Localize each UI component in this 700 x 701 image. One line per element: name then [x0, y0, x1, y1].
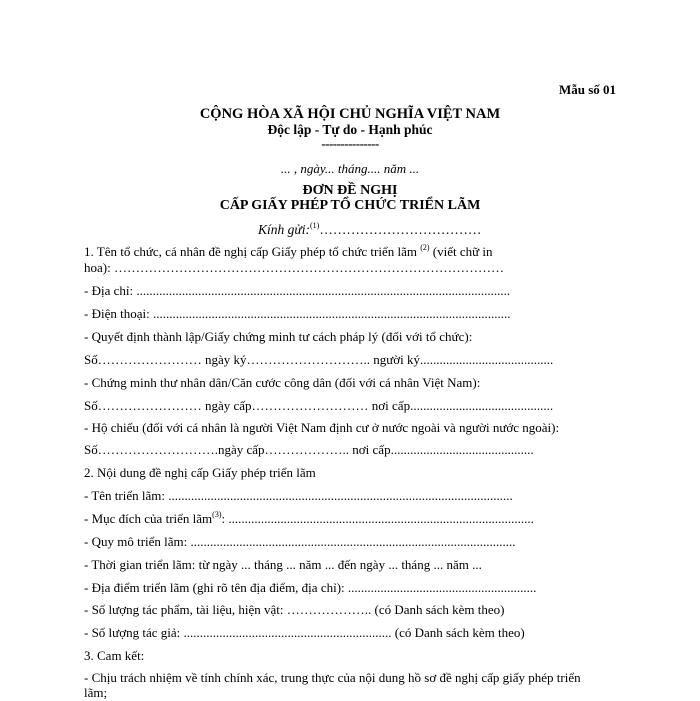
purpose-line: - Mục đích của triển lãm$^{(3)}$: ..............................................................................................: [84, 510, 534, 526]
document-title-line1: ĐƠN ĐỀ NGHỊ: [302, 183, 398, 198]
venue-line: - Địa điểm triển lãm (ghi rõ tên địa điểm, địa chỉ): ..........................................................: [84, 580, 537, 595]
commitment-line: - Chịu trách nhiệm về tính chính xác, trung thực của nội dung hồ sơ đề nghị cấp giấy phép triển: [84, 670, 581, 685]
section-1-note: (2): [420, 243, 430, 252]
passport-line: - Hộ chiếu (đối với cá nhân là người Việt Nam định cư ở nước ngoài và người nước ngoài):: [84, 420, 560, 435]
commitment-line-cont: lãm;: [84, 685, 108, 700]
time-line: - Thời gian triển lãm: từ ngày ... tháng ... năm ... đến ngày ... tháng ... năm ...: [84, 557, 482, 572]
recipient-line: [258, 222, 481, 238]
id-card-fields: Số…………………… ngày cấp……………………… nơi cấp............................................: [84, 398, 554, 413]
works-count-line: - Số lượng tác phẩm, tài liệu, hiện vật: ……………….. (có Danh sách kèm theo): [84, 602, 505, 617]
recipient-note: (1): [310, 221, 320, 230]
motto: Độc lập - Tự do - Hạnh phúc: [267, 122, 433, 137]
decision-fields: Số…………………… ngày ký……………………….. người ký.........................................: [84, 352, 554, 367]
section-1-title-cont: hoa): ………………………………………………………………………………: [84, 260, 504, 275]
passport-fields: Số……………………….ngày cấp……………….. nơi cấp............................................: [84, 442, 534, 457]
authors-count-line: - Số lượng tác giả: ................................................................ (có Danh sách kèm theo): [84, 625, 525, 640]
date-line: ... , ngày... tháng.... năm ...: [280, 161, 420, 176]
recipient-blank: ………………………………: [319, 222, 482, 237]
section-2-title: 2. Nội dung đề nghị cấp Giấy phép triển lãm: [84, 465, 316, 480]
decision-line: - Quyết định thành lập/Giấy chứng minh tư cách pháp lý (đối với tổ chức):: [84, 329, 473, 344]
phone-line: - Điện thoại: ..............................................................................................................: [84, 306, 511, 321]
section-1-title: 1. Tên tổ chức, cá nhân đề nghị cấp Giấy phép tổ chức triển lãm $^{(2)}$ (viết chữ in: [84, 243, 493, 259]
document-title-line2: CẤP GIẤY PHÉP TỔ CHỨC TRIỂN LÃM: [219, 198, 481, 213]
scale-line: - Quy mô triển lãm: ....................................................................................................: [84, 534, 516, 549]
address-line: - Địa chỉ: ...................................................................................................................: [84, 283, 511, 298]
nation-heading: CỘNG HÒA XÃ HỘI CHỦ NGHĨA VIỆT NAM: [199, 106, 501, 122]
section-3-title: 3. Cam kết:: [84, 648, 145, 663]
id-card-line: - Chứng minh thư nhân dân/Căn cước công dân (đối với cá nhân Việt Nam):: [84, 375, 481, 390]
exhibition-name-line: - Tên triển lãm: ..........................................................................................................: [84, 488, 513, 503]
form-number: Mẫu số 01: [558, 82, 616, 97]
purpose-note: (3): [212, 510, 222, 519]
header-separator: ---------------: [321, 136, 379, 151]
recipient-label: Kính gửi:: [258, 222, 310, 237]
